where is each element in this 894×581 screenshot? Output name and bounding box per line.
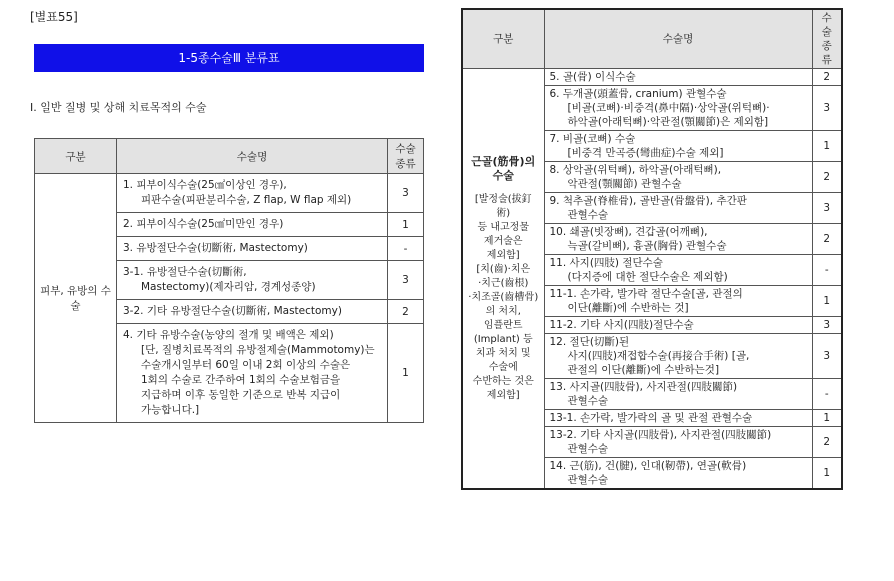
surgery-name-line: 악관절(顎關節) 관혈수술 [567,178,682,190]
surgery-count-cell: 3 [812,334,842,379]
surgery-name-cell [544,427,812,458]
surgery-name-line: Mastectomy)(제자리암, 경계성종양) [141,281,316,293]
category-note-line: 치과 처치 및 [475,347,531,359]
surgery-name-cell [544,317,812,334]
category-note-line: 의 처치, [485,305,521,317]
category-note-line: 수반하는 것은 [472,375,534,387]
table-header-row [35,139,424,174]
header-count-line2: 종류 [395,158,416,170]
category-note-line: [치(齒)·치은 [476,263,531,275]
surgery-name-line: 3-1. 유방절단수술(切斷術, [123,266,247,278]
surgery-count-cell: 1 [812,458,842,490]
surgery-name-line: 13. 사지골(四肢骨), 사지관절(四肢關節) [549,381,738,393]
surgery-name-line: 9. 척추골(脊椎骨), 골반골(骨盤骨), 추간판 [549,195,747,207]
header-category: 구분 [35,139,117,174]
surgery-count-cell: 3 [388,174,424,213]
surgery-name-cell [544,69,812,86]
category-note-line: (Implant) 등 [473,333,533,345]
surgery-name-cell [544,162,812,193]
surgery-name-line: 11. 사지(四肢) 절단수술 [549,257,663,269]
surgery-count-cell: 3 [812,86,842,131]
surgery-name-line: 사지(四肢)재접합수술(再接合手術) [골, [567,350,750,362]
surgery-name-line: 8. 상악골(위턱뼈), 하악골(아래턱뼈), [549,164,722,176]
surgery-name-cell [117,300,388,324]
surgery-name-cell [544,131,812,162]
surgery-name-line: 1. 피부이식수술(25㎠이상인 경우), [123,179,287,191]
surgery-name-line: 14. 근(筋), 건(腱), 인대(靭帶), 연골(軟骨) [549,460,747,472]
header-count [812,9,842,69]
surgery-count-cell: 1 [812,131,842,162]
surgery-count-cell: 1 [812,286,842,317]
surgery-name-line: 가능합니다.] [141,404,200,416]
surgery-name-cell [117,261,388,300]
surgery-count-cell: 2 [812,224,842,255]
category-note-line: 임플란트 [483,319,523,331]
category-note-line: ·치조골(齒槽骨) [468,291,539,303]
surgery-name-line: [비골(코뼈)·비중격(鼻中隔)·상악골(위턱뼈)· [567,102,770,114]
left-table-body [35,174,424,423]
table-row [35,174,424,213]
surgery-count-cell: 3 [812,193,842,224]
surgery-name-line: 13-2. 기타 사지골(四肢骨), 사지관절(四肢關節) [549,429,772,441]
left-surgery-table [34,138,424,423]
surgery-name-line: 3. 유방절단수술(切斷術, Mastectomy) [123,242,308,254]
surgery-name-line: 관혈수술 [567,209,609,221]
surgery-name-line: [비중격 만곡증(彎曲症)수술 제외] [567,147,724,159]
category-note-line: ·치근(齒根) [478,277,529,289]
surgery-name-line: 지급하며 이후 동일한 기준으로 반복 지급이 [141,389,341,401]
surgery-name-line: 4. 기타 유방수술(농양의 절개 및 배액은 제외) [123,329,334,341]
surgery-name-line: 1회의 수술로 간주하여 1회의 수술보험금을 [141,374,341,386]
header-name: 수술명 [117,139,388,174]
header-count [388,139,424,174]
category-note-line: 수술에 [488,361,518,373]
category-note-line: 등 내고정물 [477,221,529,233]
surgery-name-cell [544,286,812,317]
surgery-name-cell [544,86,812,131]
surgery-name-line: 관혈수술 [567,443,609,455]
document-label: [별표55] [30,10,78,24]
surgery-name-line: 5. 골(骨) 이식수술 [549,71,636,83]
surgery-count-cell: 1 [388,213,424,237]
surgery-name-line: 관절의 이단(離斷)에 수반하는것] [567,364,720,376]
surgery-name-line: 관혈수술 [567,395,609,407]
surgery-name-line: 11-2. 기타 사지(四肢)절단수술 [549,319,694,331]
header-name: 수술명 [544,9,812,69]
surgery-name-line: 이단(離斷)에 수반하는 것] [567,302,689,314]
table-row [462,69,842,86]
surgery-name-cell [544,379,812,410]
category-note-line: [발정술(拔釘術) [474,193,532,219]
surgery-name-line: 7. 비골(코뼈) 수술 [549,133,636,145]
surgery-count-cell: 2 [812,162,842,193]
surgery-count-cell: - [812,379,842,410]
header-count-line1: 수술 [821,12,832,38]
surgery-name-cell [544,458,812,490]
surgery-name-cell [544,224,812,255]
surgery-name-line: 11-1. 손가락, 발가락 절단수술[골, 관절의 [549,288,743,300]
surgery-count-cell: 3 [388,261,424,300]
surgery-name-cell [544,255,812,286]
category-note-line: 제거술은 [483,235,523,247]
category-note-line: 제외함] [486,249,520,261]
surgery-count-cell: 2 [812,69,842,86]
category-note [468,193,539,403]
table-header-row [462,9,842,69]
surgery-name-cell [117,237,388,261]
surgery-name-line: [단, 질병치료목적의 유방절제술(Mammotomy)는 [141,344,375,356]
surgery-name-line: (다지증에 대한 절단수술은 제외함) [567,271,728,283]
surgery-name-line: 수술개시일부터 60일 이내 2회 이상의 수술은 [141,359,351,371]
surgery-count-cell: 1 [388,324,424,423]
section-title: Ⅰ. 일반 질병 및 상해 치료목적의 수술 [30,101,207,114]
surgery-name-cell [117,213,388,237]
surgery-name-line: 2. 피부이식수술(25㎠미만인 경우) [123,218,284,230]
surgery-count-cell: 3 [812,317,842,334]
surgery-count-cell: 2 [388,300,424,324]
surgery-name-line: 3-2. 기타 유방절단수술(切斷術, Mastectomy) [123,305,342,317]
surgery-name-cell [544,193,812,224]
surgery-name-cell [117,174,388,213]
surgery-name-line: 12. 절단(切斷)된 [549,336,630,348]
surgery-name-line: 늑골(갈비뼈), 흉골(胸骨) 관혈수술 [567,240,727,252]
surgery-name-line: 관혈수술 [567,474,609,486]
surgery-name-cell [117,324,388,423]
surgery-count-cell: 1 [812,410,842,427]
category-cell: 피부, 유방의 수술 [35,174,117,423]
right-table-body [462,69,842,490]
right-surgery-table [461,8,843,490]
header-count-line1: 수술 [395,143,416,155]
surgery-count-cell: - [812,255,842,286]
surgery-name-line: 6. 두개골(頭蓋骨, cranium) 관혈수술 [549,88,727,100]
surgery-name-cell [544,410,812,427]
classification-banner: 1-5종수술Ⅲ 분류표 [34,44,424,72]
header-count-line2: 종류 [821,40,832,66]
header-category: 구분 [462,9,544,69]
surgery-name-line: 10. 쇄골(빗장뼈), 견갑골(어깨뼈), [549,226,708,238]
surgery-count-cell: - [388,237,424,261]
category-cell [462,69,544,490]
category-major-line: 수술 [492,168,514,182]
surgery-count-cell: 2 [812,427,842,458]
surgery-name-cell [544,334,812,379]
surgery-name-line: 피판수술(피판분리수술, Z flap, W flap 제외) [141,194,352,206]
surgery-name-line: 13-1. 손가락, 발가락의 골 및 관절 관혈수술 [549,412,753,424]
category-major-line: 근골(筋骨)의 [471,154,536,168]
category-note-line: 제외함] [486,389,520,401]
surgery-name-line: 하악골(아래턱뼈)·악관절(顎關節)은 제외함] [567,116,769,128]
